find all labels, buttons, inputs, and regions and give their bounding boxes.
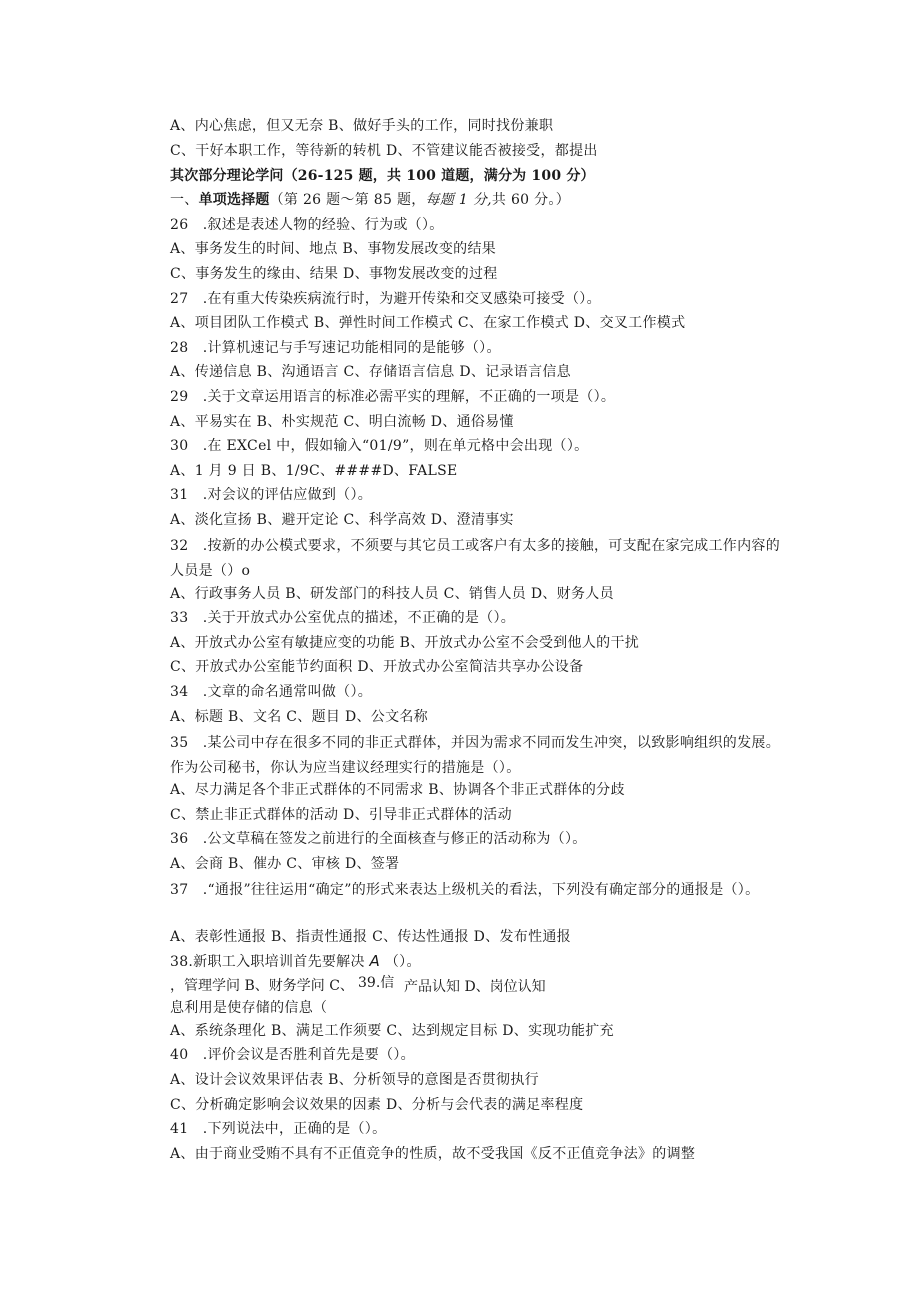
question-37: 37 .“通报”往往运用“确定”的形式来表达上级机关的看法，下列没有确定部分的通报是（）。 (170, 882, 760, 898)
question-30: 30 .在 EXCel 中，假如输入“01/9”，则在单元格中会出现（）。 (170, 438, 589, 454)
question-38-options-right: 产品认知 D、岗位认知 (404, 979, 546, 995)
question-40-option-cd: C、分析确定影响会议效果的因素 D、分析与会代表的满足率程度 (170, 1097, 584, 1113)
question-28: 28 .计算机速记与手写速记功能相同的是能够（）。 (170, 340, 501, 356)
section-note-b: 每题 1 分, (425, 192, 492, 208)
question-34: 34 .文章的命名通常叫做（）。 (170, 684, 373, 700)
prev-question-option-cd: C、干好本职工作，等待新的转机 D、不管建议能否被接受，都提出 (170, 143, 598, 159)
part-two-title: 其次部分理论学问（26-125 题，共 100 道题，满分为 100 分） (170, 168, 595, 184)
question-36: 36 .公文草稿在签发之前进行的全面核查与修正的活动称为（）。 (170, 831, 587, 847)
question-34-options: A、标题 B、文名 C、题目 D、公文名称 (170, 709, 428, 725)
question-35-option-cd: C、禁止非正式群体的活动 D、引导非正式群体的活动 (170, 807, 512, 823)
question-26-option-ab: A、事务发生的时间、地点 B、事物发展改变的结果 (170, 241, 497, 257)
section-note-c: 共 60 分。） (491, 192, 571, 208)
question-35-option-ab: A、尽力满足各个非正式群体的不同需求 B、协调各个非正式群体的分歧 (170, 782, 625, 798)
question-27: 27 .在有重大传染疾病流行时，为避开传染和交叉感染可接受（）。 (170, 291, 601, 307)
question-36-options: A、会商 B、催办 C、审核 D、签署 (170, 856, 400, 872)
question-30-options: A、1 月 9 日 B、1/9C、####D、FALSE (170, 463, 458, 479)
question-38 (170, 951, 421, 972)
prev-question-option-ab: A、内心焦虑，但又无奈 B、做好手头的工作，同时找份兼职 (170, 118, 554, 134)
question-41-option-a: A、由于商业受贿不具有不正值竞争的性质，故不受我国《反不正值竞争法》的调整 (170, 1146, 696, 1162)
section-title: 单项选择题 (198, 192, 270, 208)
question-28-options: A、传递信息 B、沟通语言 C、存储语言信息 D、记录语言信息 (170, 364, 571, 380)
section-prefix: 一、 (170, 192, 199, 208)
question-40-option-ab: A、设计会议效果评估表 B、分析领导的意图是否贯彻执行 (170, 1072, 539, 1088)
question-37-options: A、表彰性通报 B、指责性通报 C、传达性通报 D、发布性通报 (170, 929, 571, 945)
question-33-option-ab: A、开放式办公室有敏捷应变的功能 B、开放式办公室不会受到他人的干扰 (170, 635, 640, 651)
question-29-options: A、平易实在 B、朴实规范 C、明白流畅 D、通俗易懂 (170, 414, 514, 430)
question-31: 31 .对会议的评估应做到（）。 (170, 487, 373, 503)
question-40: 40 .评价会议是否胜利首先是要（）。 (170, 1047, 415, 1063)
question-33-option-cd: C、开放式办公室能节约面积 D、开放式办公室简洁共享办公设备 (170, 659, 584, 675)
question-33: 33 .关于开放式办公室优点的描述，不正确的是（）。 (170, 610, 516, 626)
question-38-letter: A (369, 952, 381, 970)
question-32: 32 .按新的办公模式要求，不须要与其它员工或客户有太多的接触，可支配在家完成工作内容的人员是（）o (170, 538, 780, 579)
question-39-number: 39.信 (358, 975, 395, 991)
question-38-text: 38.新职工入职培训首先要解决 (170, 954, 365, 970)
question-32-options: A、行政事务人员 B、研发部门的科技人员 C、销售人员 D、财务人员 (170, 586, 614, 602)
question-38-options-left: ，管理学问 B、财务学问 C、 (170, 978, 354, 994)
question-26-option-cd: C、事务发生的缘由、结果 D、事物发展改变的过程 (170, 266, 498, 282)
question-26: 26 .叙述是表述人物的经验、行为或（）。 (170, 217, 444, 233)
question-35: 35 .某公司中存在很多不同的非正式群体，并因为需求不同而发生冲突，以致影响组织的发展。作为公司秘书，你认为应当建议经理实行的措施是（）。 (170, 735, 780, 776)
question-39-options: A、系统条理化 B、满足工作须要 C、达到规定目标 D、实现功能扩充 (170, 1023, 614, 1039)
question-38-paren: （）。 (384, 954, 421, 970)
section-one-heading (170, 190, 570, 210)
question-31-options: A、淡化宣扬 B、避开定论 C、科学高效 D、澄清事实 (170, 512, 514, 528)
section-note-a: （第 26 题～第 85 题， (269, 192, 426, 208)
question-39-text: 息利用是使存储的信息（ (170, 1000, 328, 1016)
question-41: 41 .下列说法中，正确的是（）。 (170, 1121, 387, 1137)
question-29: 29 .关于文章运用语言的标准必需平实的理解，不正确的一项是（）。 (170, 389, 616, 405)
question-27-options: A、项目团队工作模式 B、弹性时间工作模式 C、在家工作模式 D、交叉工作模式 (170, 315, 686, 331)
